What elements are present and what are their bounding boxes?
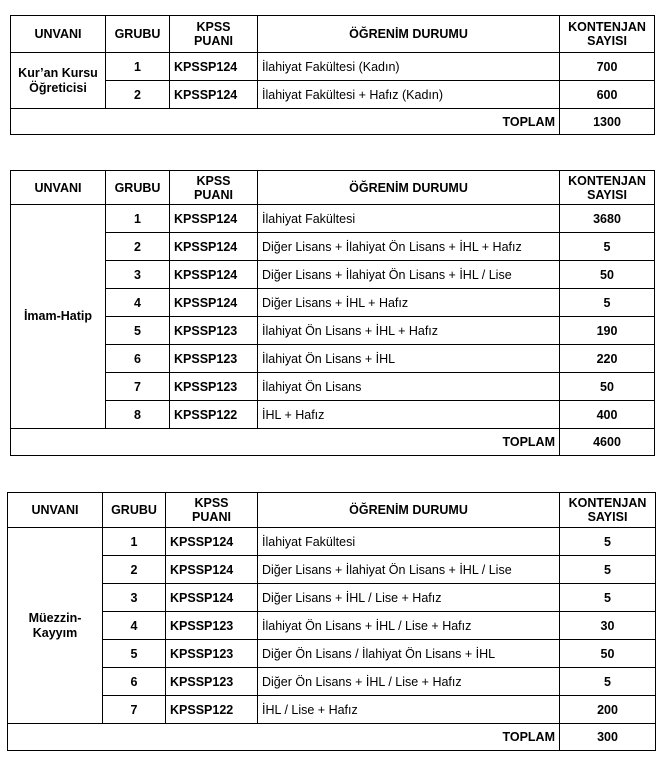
table-row [11, 289, 655, 317]
puan-cell: KPSSP123 [170, 317, 258, 345]
position-title-line1: Kur’an Kursu [18, 65, 98, 80]
header-grubu: GRUBU [106, 16, 170, 53]
header-kpss-puani [170, 16, 258, 53]
group-cell: 4 [103, 612, 166, 640]
quota-cell: 5 [560, 556, 656, 584]
header-kontenjan [560, 493, 656, 528]
table-row [11, 317, 655, 345]
table-row [8, 584, 656, 612]
total-row [8, 724, 656, 751]
total-value: 1300 [560, 109, 655, 135]
header-kontenjan [560, 16, 655, 53]
puan-cell: KPSSP124 [170, 81, 258, 109]
quota-cell: 700 [560, 53, 655, 81]
header-kontenjan-line2: SAYISI [587, 187, 627, 202]
quota-cell: 5 [560, 584, 656, 612]
group-cell: 8 [106, 401, 170, 429]
quota-cell: 5 [560, 289, 655, 317]
quota-cell: 50 [560, 640, 656, 668]
header-grubu: GRUBU [106, 171, 170, 205]
table-row [8, 612, 656, 640]
header-unvan: UNVANI [8, 493, 103, 528]
quota-cell: 30 [560, 612, 656, 640]
quota-cell: 200 [560, 696, 656, 724]
table-row [11, 373, 655, 401]
group-cell: 1 [103, 528, 166, 556]
header-kpss-line2: PUANI [194, 187, 233, 202]
header-kpss-puani [170, 171, 258, 205]
group-cell: 2 [106, 233, 170, 261]
education-cell: İHL / Lise + Hafız [258, 696, 560, 724]
header-kpss-line1: KPSS [196, 20, 231, 34]
quota-cell: 3680 [560, 205, 655, 233]
group-cell: 2 [106, 81, 170, 109]
quota-cell: 5 [560, 233, 655, 261]
header-ogrenim: ÖĞRENİM DURUMU [258, 171, 560, 205]
puan-cell: KPSSP124 [170, 261, 258, 289]
puan-cell: KPSSP124 [166, 528, 258, 556]
quota-cell: 50 [560, 373, 655, 401]
header-kontenjan [560, 171, 655, 205]
header-grubu: GRUBU [103, 493, 166, 528]
header-kontenjan-line1: KONTENJAN [568, 496, 647, 510]
header-ogrenim: ÖĞRENİM DURUMU [258, 16, 560, 53]
header-ogrenim: ÖĞRENİM DURUMU [258, 493, 560, 528]
header-row [11, 171, 655, 205]
puan-cell: KPSSP122 [166, 696, 258, 724]
table-row [11, 345, 655, 373]
group-cell: 1 [106, 205, 170, 233]
puan-cell: KPSSP124 [170, 233, 258, 261]
position-title-line2: Öğreticisi [29, 80, 87, 95]
table-row [8, 668, 656, 696]
total-label: TOPLAM [11, 429, 560, 456]
total-value: 4600 [560, 429, 655, 456]
education-cell: İHL + Hafız [258, 401, 560, 429]
group-cell: 4 [106, 289, 170, 317]
group-cell: 5 [103, 640, 166, 668]
header-kpss-line1: KPSS [194, 496, 229, 510]
group-cell: 6 [106, 345, 170, 373]
header-unvan: UNVANI [11, 171, 106, 205]
header-kpss-line2: PUANI [194, 34, 233, 48]
puan-cell: KPSSP124 [166, 584, 258, 612]
position-title: İmam-Hatip [11, 205, 106, 429]
total-value: 300 [560, 724, 656, 751]
puan-cell: KPSSP122 [170, 401, 258, 429]
puan-cell: KPSSP124 [170, 205, 258, 233]
quota-cell: 5 [560, 668, 656, 696]
table-row [11, 401, 655, 429]
header-kontenjan-line1: KONTENJAN [568, 173, 646, 188]
puan-cell: KPSSP124 [170, 53, 258, 81]
table-row [8, 696, 656, 724]
education-cell: İlahiyat Fakültesi + Hafız (Kadın) [258, 81, 560, 109]
total-label: TOPLAM [8, 724, 560, 751]
header-row [11, 16, 655, 53]
puan-cell: KPSSP123 [166, 612, 258, 640]
education-cell: Diğer Lisans + İlahiyat Ön Lisans + İHL + Hafız [258, 233, 560, 261]
education-cell: Diğer Lisans + İHL / Lise + Hafız [258, 584, 560, 612]
header-unvan: UNVANI [11, 16, 106, 53]
group-cell: 3 [103, 584, 166, 612]
header-row [8, 493, 656, 528]
header-kpss-line1: KPSS [196, 173, 231, 188]
table-row [11, 81, 655, 109]
puan-cell: KPSSP124 [166, 556, 258, 584]
header-kontenjan-line2: SAYISI [587, 34, 627, 48]
puan-cell: KPSSP123 [166, 668, 258, 696]
header-kontenjan-line1: KONTENJAN [568, 20, 646, 34]
group-cell: 1 [106, 53, 170, 81]
education-cell: Diğer Ön Lisans + İHL / Lise + Hafız [258, 668, 560, 696]
quota-cell: 220 [560, 345, 655, 373]
quota-cell: 400 [560, 401, 655, 429]
quota-table-kuran-kursu [10, 15, 655, 135]
group-cell: 6 [103, 668, 166, 696]
group-cell: 5 [106, 317, 170, 345]
education-cell: İlahiyat Fakültesi [258, 205, 560, 233]
quota-cell: 190 [560, 317, 655, 345]
header-kpss-puani [166, 493, 258, 528]
quota-table-imam-hatip [10, 170, 655, 456]
education-cell: İlahiyat Ön Lisans + İHL [258, 345, 560, 373]
puan-cell: KPSSP123 [170, 345, 258, 373]
education-cell: İlahiyat Fakültesi (Kadın) [258, 53, 560, 81]
education-cell: Diğer Lisans + İHL + Hafız [258, 289, 560, 317]
education-cell: Diğer Ön Lisans / İlahiyat Ön Lisans + İHL [258, 640, 560, 668]
total-label: TOPLAM [11, 109, 560, 135]
quota-table-muezzin-kayyim [7, 492, 656, 751]
total-row [11, 109, 655, 135]
education-cell: İlahiyat Fakültesi [258, 528, 560, 556]
puan-cell: KPSSP123 [166, 640, 258, 668]
quota-cell: 600 [560, 81, 655, 109]
table-row [8, 528, 656, 556]
group-cell: 7 [103, 696, 166, 724]
header-kpss-line2: PUANI [192, 510, 231, 524]
quota-cell: 50 [560, 261, 655, 289]
position-title [11, 53, 106, 109]
position-title [8, 528, 103, 724]
group-cell: 3 [106, 261, 170, 289]
group-cell: 2 [103, 556, 166, 584]
table-row [11, 261, 655, 289]
quota-cell: 5 [560, 528, 656, 556]
table-row [11, 205, 655, 233]
education-cell: Diğer Lisans + İlahiyat Ön Lisans + İHL / Lise [258, 261, 560, 289]
table-row [8, 556, 656, 584]
puan-cell: KPSSP124 [170, 289, 258, 317]
education-cell: Diğer Lisans + İlahiyat Ön Lisans + İHL / Lise [258, 556, 560, 584]
table-row [11, 233, 655, 261]
education-cell: İlahiyat Ön Lisans + İHL / Lise + Hafız [258, 612, 560, 640]
position-title-line1: Müezzin- [28, 610, 82, 625]
education-cell: İlahiyat Ön Lisans [258, 373, 560, 401]
total-row [11, 429, 655, 456]
position-title-line2: Kayyım [32, 625, 78, 640]
education-cell: İlahiyat Ön Lisans + İHL + Hafız [258, 317, 560, 345]
table-row [8, 640, 656, 668]
table-row [11, 53, 655, 81]
puan-cell: KPSSP123 [170, 373, 258, 401]
group-cell: 7 [106, 373, 170, 401]
header-kontenjan-line2: SAYISI [587, 510, 628, 524]
